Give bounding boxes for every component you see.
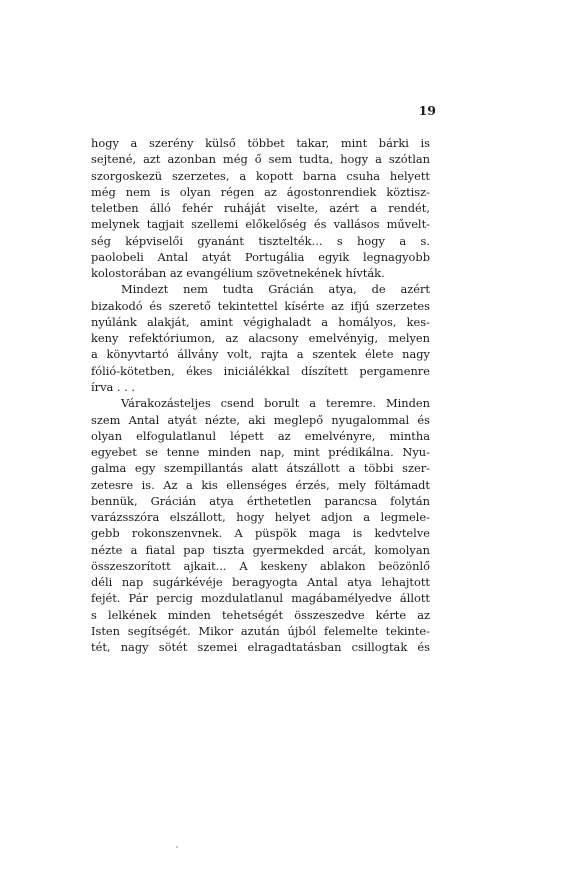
text-line: ség képviselői gyanánt tisztelték... s hogy a s. (91, 233, 430, 248)
text-line: gebb rokonszenvnek. A püspök maga is kedvtelve (91, 526, 430, 541)
text-line: kolostorában az evangélium szövetnekének hívták. (91, 266, 385, 281)
text-line: hogy a szerény külső többet takar, mint bárki is (91, 136, 430, 150)
text-line: Mindezt nem tudta Grácián atya, de azért (121, 282, 430, 297)
text-line: Várakozásteljes csend borult a teremre. Minden (121, 396, 430, 411)
text-line: déli nap sugárkévéje beragyogta Antal atya lehajtott (91, 575, 430, 590)
text-line: galma egy szempillantás alatt átszállott a többi szer- (91, 461, 430, 476)
text-line: teletben álló fehér ruháját viselte, azért a rendét, (91, 201, 430, 216)
text-line: egyebet se tenne minden nap, mint prédikálna. Nyu- (91, 445, 430, 460)
text-line: nézte a fiatal pap tiszta gyermekded arcát, komolyan (91, 542, 430, 557)
text-line: sejtené, azt azonban még ő sem tudta, hogy a szótlan (91, 152, 430, 167)
page-number: 19 (418, 103, 436, 118)
text-line: fólió-kötetben, ékes iniciálékkal díszített pergamenre (91, 363, 430, 378)
text-line: fejét. Pár percig mozdulatlanul magábamélyedve állott (91, 591, 430, 606)
text-line: nyúlánk alakját, amint végighaladt a homályos, kes- (91, 314, 430, 329)
text-line: a könyvtartó állvány volt, rajta a szentek élete nagy (91, 347, 430, 362)
text-line: varázsszóra elszállott, hogy helyet adjon a legmele- (91, 510, 430, 525)
text-line: zetesre is. Az a kis ellenséges érzés, mely föltámadt (91, 477, 430, 492)
text-line: Isten segítségét. Mikor azután újból felemelte tekinte- (91, 623, 430, 638)
text-line: szorgoskezü szerzetes, a kopott barna csuha helyett (91, 168, 430, 183)
text-line: olyan elfogulatlanul lépett az emelvényre, mintha (91, 428, 430, 443)
text-line: szem Antal atyát nézte, aki meglepő nyugalommal és (91, 412, 430, 427)
text-line: írva . . . (91, 379, 136, 394)
text-line: összeszorított ajkait... A keskeny ablakon beözönlő (91, 558, 430, 573)
text-line: bizakodó és szerető tekintettel kísérte az ifjú szerzetes (91, 298, 430, 313)
text-line: s lelkének minden tehetségét összeszedve kérte az (91, 607, 430, 622)
text-line: tét, nagy sötét szemei elragadtatásban csillogtak és (91, 640, 430, 655)
body-text (91, 135, 430, 656)
paper-speck (176, 846, 178, 848)
text-line: keny refektóriumon, az alacsony emelvényig, melyen (91, 331, 430, 346)
text-line: még nem is olyan régen az ágostonrendiek köztisz- (91, 184, 430, 199)
text-line: bennük, Grácián atya érthetetlen parancsa folytán (91, 493, 430, 508)
text-line: melynek tagjait szellemi előkelőség és vallásos művelt- (91, 217, 430, 232)
text-line: paolobeli Antal atyát Portugália egyik legnagyobb (91, 249, 430, 264)
